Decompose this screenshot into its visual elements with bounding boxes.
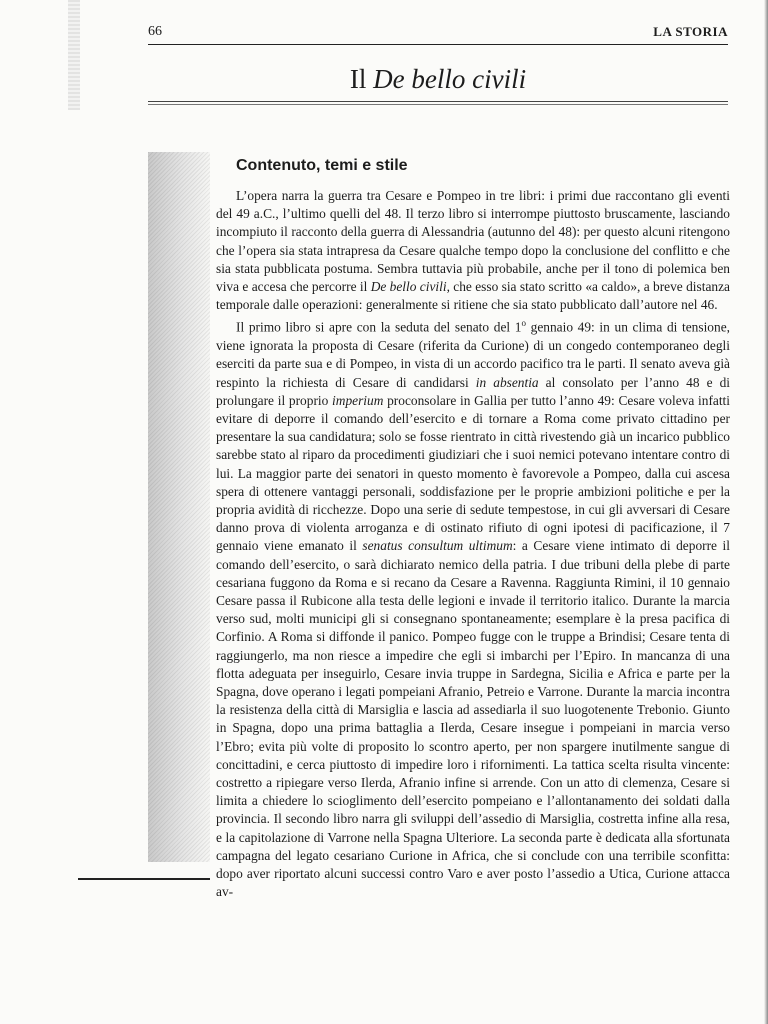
italic-run: De bello civili xyxy=(370,279,447,295)
superscript-run: o xyxy=(521,318,526,329)
chapter-title-work: De bello civili xyxy=(373,64,527,94)
text-run: gennaio 49: in un clima di tensione, viene ignorata la proposta di Cesare (riferita da Curione) di un congedo contemporaneo degli eserciti da parte sua e di Pompeo, in vista di un accordo pacifico tra le parti. Il senato aveva già respinto la richiesta di Cesare di candidarsi xyxy=(216,319,730,390)
chapter-rule-secondary xyxy=(148,104,728,105)
chapter-title xyxy=(148,64,728,95)
running-header xyxy=(148,22,728,45)
paragraph xyxy=(216,314,730,901)
body-text xyxy=(216,187,730,901)
italic-run: senatus consultum ultimum xyxy=(362,538,513,554)
margin-shaded-band xyxy=(148,152,210,862)
running-section-title: LA STORIA xyxy=(653,24,728,39)
text-run: L’opera narra la guerra tra Cesare e Pompeo in tre libri: i primi due raccontano gli eventi del 49 a.C., l’ultimo quelli del 48. Il terzo libro si interrompe piuttosto bruscamente, lasciando incompiuto il racconto della guerra di Alessandria (autunno del 48): per questo alcuni ritengono che l’opera sia stata intrapresa da Cesare qualche tempo dopo la conclusione del conflitto e che sia stata pubblicata postuma. Sembra tuttavia più probabile, anche per il tono di polemica ben viva e accesa che percorre il xyxy=(216,188,730,295)
text-run: Il primo libro si apre con la seduta del senato del 1 xyxy=(236,319,522,335)
italic-run: in absentia xyxy=(475,374,539,390)
paragraph xyxy=(216,187,730,314)
text-run: al consolato per l’anno 48 e di prolungare il proprio xyxy=(216,374,730,408)
scan-edge-left xyxy=(68,0,80,110)
section-heading: Contenuto, temi e stile xyxy=(236,157,408,174)
scan-edge-right xyxy=(764,0,768,1024)
text-run: : a Cesare viene intimato di deporre il comando dell’esercito, o sarà dichiarato nemico della patria. I due tribuni della plebe di parte cesariana fuggono da Roma e si recano da Cesare a Ravenna. Raggiunta Rimini, il 10 gennaio Cesare passa il Rubicone alla testa delle legioni e invade il territorio italico. Durante la marcia verso sud, molti municipi gli si consegnano spontaneamente; esemplare è la presa pacifica di Corfinio. A Roma si diffonde il panico. Pompeo fugge con le truppe a Brindisi; Cesare tenta di raggiungerlo, ma non riesce a impedire che egli si imbarchi per l’Epiro. In mancanza di una flotta adeguata per inseguirlo, Cesare invia truppe in Sardegna, Sicilia e Africa e parte per la Spagna, dove operano i legati pompeiani Afranio, Petreio e Varrone. Durante la marcia incontra la resistenza della città di Marsiglia e lascia ad assediarla il suo luogotenente Trebonio. Giunto in Spagna, dopo una prima battaglia a Ilerda, Cesare insegue i pompeiani in marcia verso l’Ebro; evita più volte di proposito lo scontro aperto, per non spargere inutilmente sangue di concittadini, e cerca piuttosto di impedire loro i rifornimenti. La tattica scelta risulta vincente: costretto a ripiegare verso Ilerda, Afranio infine si arrende. Con un atto di clemenza, Cesare si limita a chiedere lo scioglimento dell’esercito pompeiano e l’allontanamento dei soldati dalla provincia. Il secondo libro narra gli sviluppi dell’assedio di Marsiglia, costretta infine alla resa, e la capitolazione di Varrone nella Spagna Ulteriore. La seconda parte è dedicata alla sfortunata campagna del legato cesariano Curione in Africa, che si conclude con una terribile sconfitta: dopo aver riportato alcuni successi contro Varo e aver posto l’assedio a Utica, Curione attacca av- xyxy=(216,538,731,900)
margin-bottom-rule xyxy=(78,878,210,880)
italic-run: imperium xyxy=(332,392,384,408)
text-run: proconsolare in Gallia per tutto l’anno 49: Cesare voleva infatti evitare di deporre il comando dell’esercito e di tornare a Roma come privato cittadino per presentare la sua candidatura; solo se fosse rientrato in città rivestendo già un incarico pubblico sarebbe stato al riparo da procedimenti giudiziari che i suoi nemici potevano intentare contro di lui. La maggior parte dei senatori in questo momento è favorevole a Pompeo, dalla cui ascesa spera di ottenere vantaggi personali, soddisfazione per le proprie ambizioni politiche e per la propria avidità di ricchezze. Dopo una serie di sedute tempestose, in cui gli avversari di Cesare danno prova di violenta arroganza e di ostinato rifiuto di ogni ipotesi di pacificazione, il 7 gennaio viene emanato il xyxy=(216,392,731,554)
chapter-rule xyxy=(148,101,728,102)
chapter-title-prefix: Il xyxy=(349,64,367,94)
text-run: , che esso sia stato scritto «a caldo», a breve distanza temporale dalle operazioni: generalmente si ritiene che sia stato pubblicato dall’autore nel 46. xyxy=(216,279,730,313)
page-number: 66 xyxy=(148,24,162,39)
